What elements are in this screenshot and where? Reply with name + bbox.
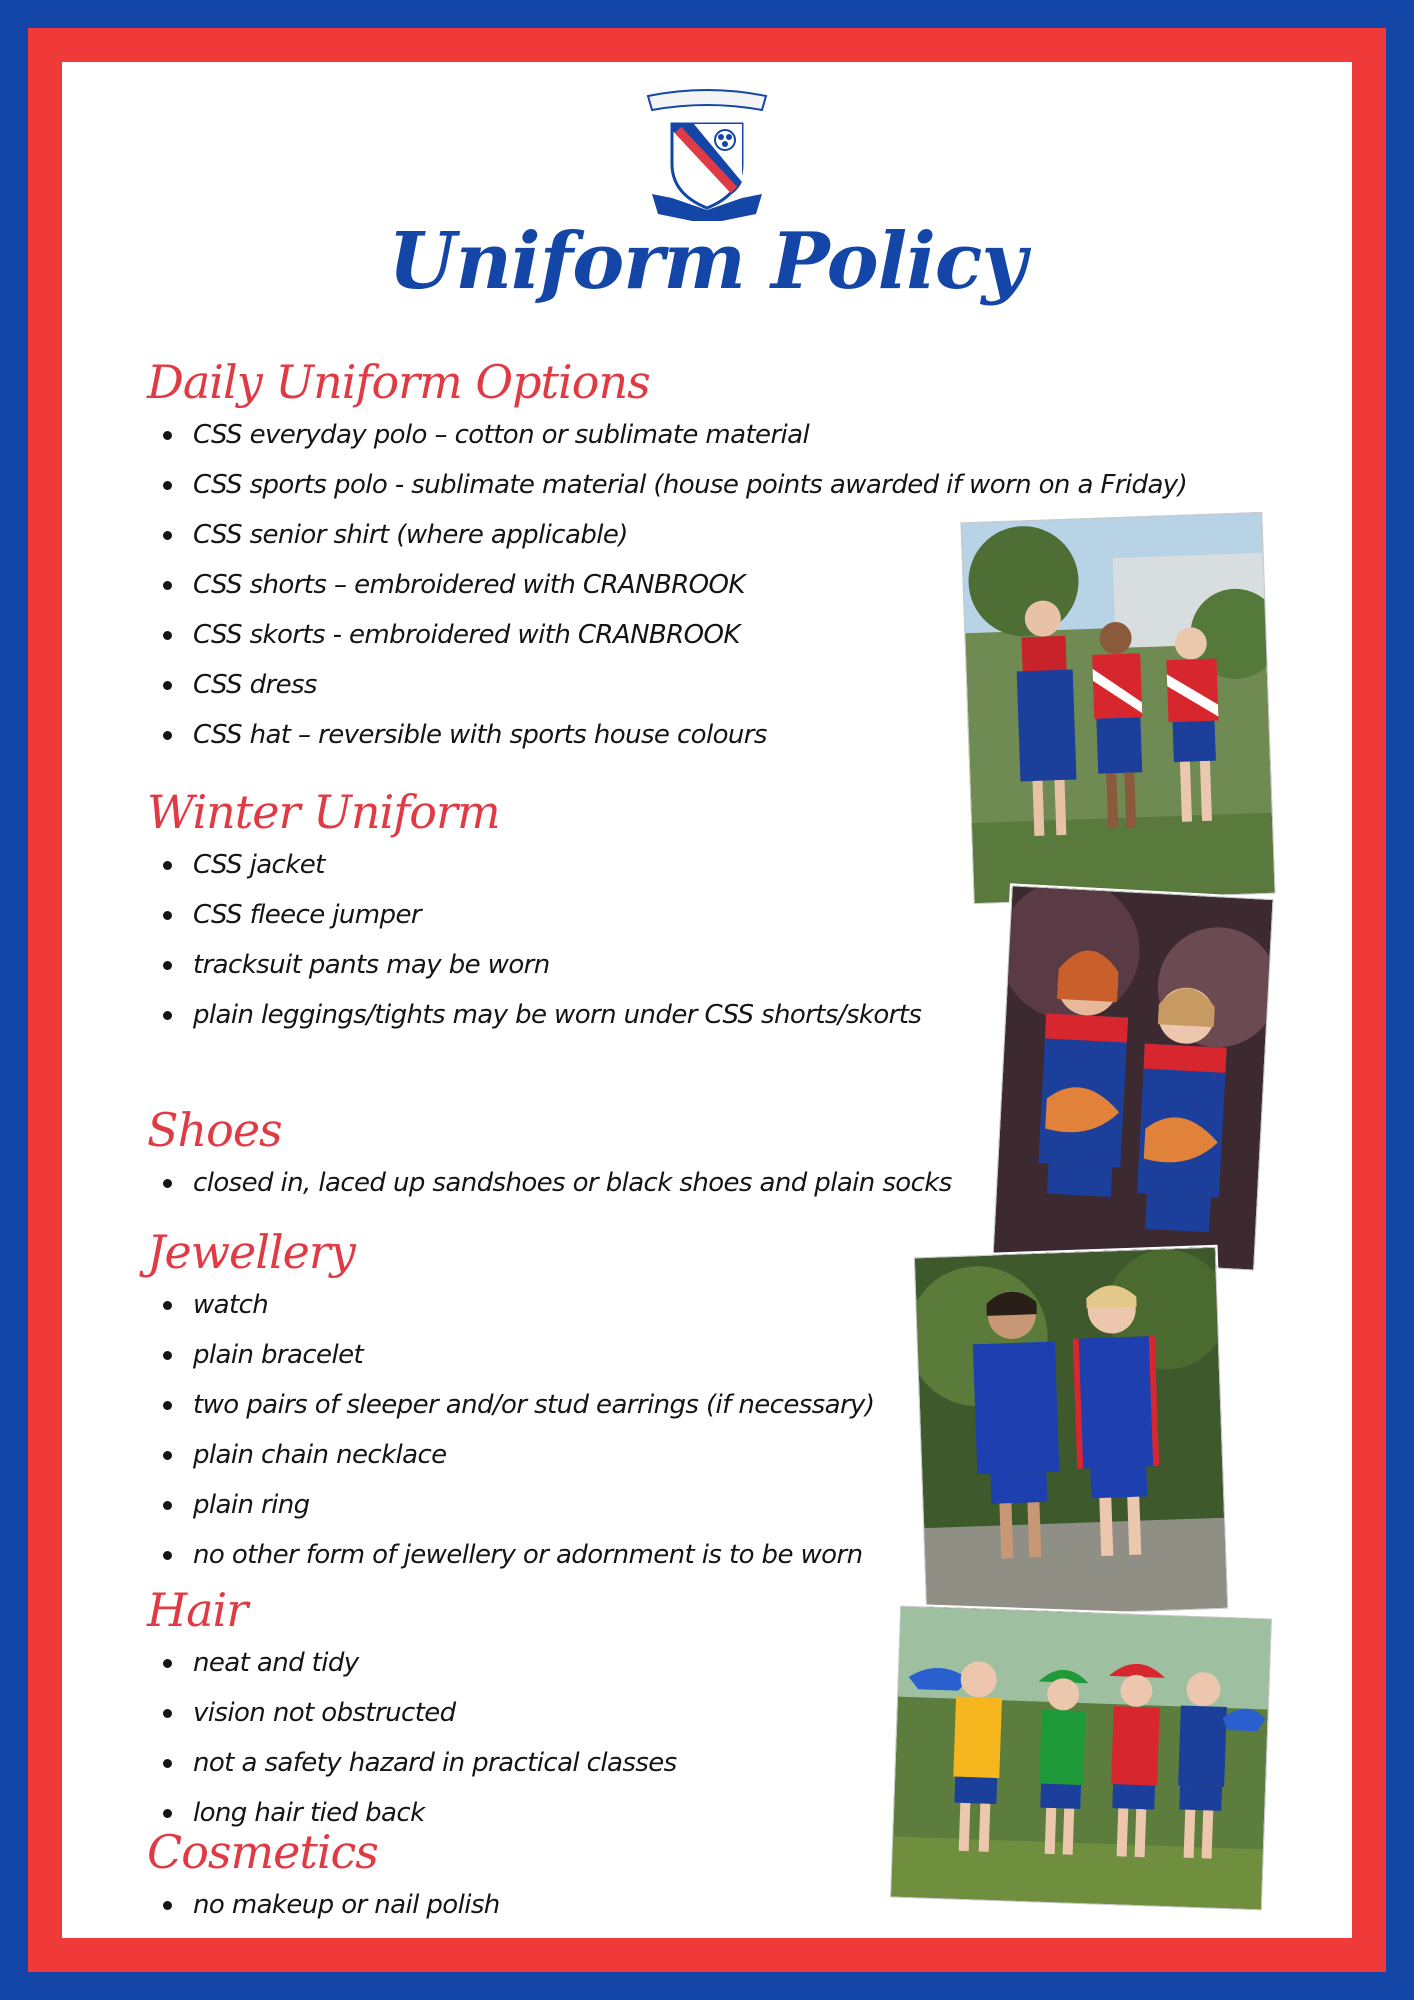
shoes-list — [147, 1158, 952, 1208]
list-item: CSS everyday polo – cotton or sublimate material — [193, 410, 1187, 460]
list-item: plain ring — [193, 1480, 874, 1530]
list-item: no makeup or nail polish — [193, 1880, 500, 1930]
hair-list — [147, 1638, 677, 1838]
winter-uniform-list — [147, 840, 921, 1040]
list-item: watch — [193, 1280, 874, 1330]
section-winter-uniform — [147, 784, 921, 1040]
photo-house-colours — [890, 1606, 1272, 1911]
list-item: two pairs of sleeper and/or stud earrings (if necessary) — [193, 1380, 874, 1430]
list-item: CSS fleece jumper — [193, 890, 921, 940]
list-item: plain chain necklace — [193, 1430, 874, 1480]
jewellery-list — [147, 1280, 874, 1580]
section-heading: Daily Uniform Options — [147, 355, 650, 409]
cosmetics-list — [147, 1880, 500, 1930]
list-item: tracksuit pants may be worn — [193, 940, 921, 990]
list-item: CSS senior shirt (where applicable) — [193, 510, 1187, 560]
photo-sports-polos — [992, 885, 1273, 1270]
section-heading: Winter Uniform — [147, 785, 500, 839]
list-item: CSS skorts - embroidered with CRANBROOK — [193, 610, 1187, 660]
list-item: no other form of jewellery or adornment is to be worn — [193, 1530, 874, 1580]
list-item: CSS hat – reversible with sports house colours — [193, 710, 1187, 760]
list-item: vision not obstructed — [193, 1688, 677, 1738]
section-hair — [147, 1582, 677, 1838]
section-heading: Cosmetics — [147, 1825, 378, 1879]
section-heading: Jewellery — [147, 1225, 355, 1279]
list-item: plain leggings/tights may be worn under CSS shorts/skorts — [193, 990, 921, 1040]
photo-winter-fleece — [914, 1247, 1228, 1619]
list-item: closed in, laced up sandshoes or black shoes and plain socks — [193, 1158, 952, 1208]
list-item: neat and tidy — [193, 1638, 677, 1688]
school-crest-icon — [642, 86, 772, 221]
section-heading: Hair — [147, 1583, 248, 1637]
page-title: Uniform Policy — [388, 216, 1026, 307]
list-item: CSS jacket — [193, 840, 921, 890]
section-jewellery — [147, 1224, 874, 1580]
section-shoes — [147, 1102, 952, 1208]
list-item: CSS dress — [193, 660, 1187, 710]
uniform-policy-page — [62, 62, 1352, 1938]
section-cosmetics — [147, 1824, 500, 1930]
school-logo — [642, 86, 772, 221]
section-heading: Shoes — [147, 1103, 282, 1157]
list-item: plain bracelet — [193, 1330, 874, 1380]
list-item: CSS shorts – embroidered with CRANBROOK — [193, 560, 1187, 610]
photo-summer-uniforms — [960, 512, 1275, 904]
list-item: not a safety hazard in practical classes — [193, 1738, 677, 1788]
list-item: CSS sports polo - sublimate material (house points awarded if worn on a Friday) — [193, 460, 1187, 510]
list-item: long hair tied back — [193, 1788, 677, 1838]
